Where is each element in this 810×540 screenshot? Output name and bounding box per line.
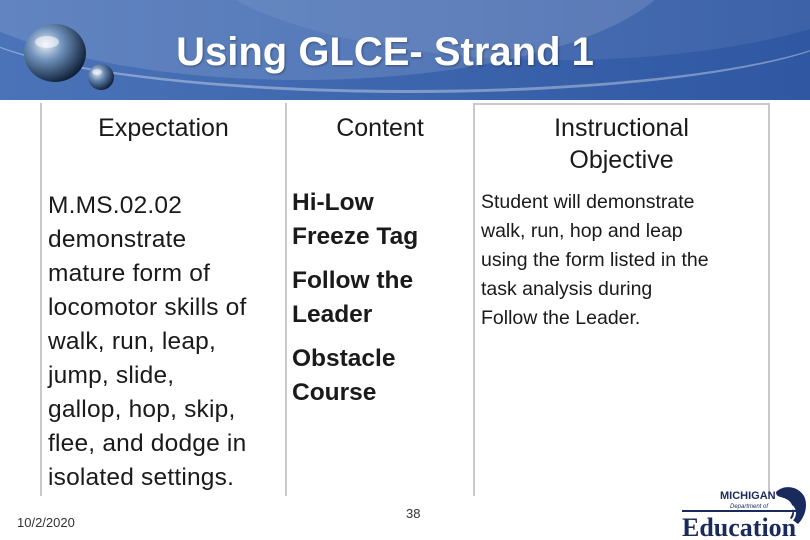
slide-date: 10/2/2020 xyxy=(17,515,75,530)
objective-line: Follow the Leader. xyxy=(481,307,641,329)
content-item xyxy=(292,264,467,332)
content-item-line: Obstacle xyxy=(292,345,396,372)
objective-line: task analysis during xyxy=(481,278,653,300)
header-objective-line: Objective xyxy=(569,146,674,174)
content-item xyxy=(292,186,467,254)
page-number: 38 xyxy=(406,506,421,521)
expectation-cell xyxy=(48,189,280,495)
header-content: Content xyxy=(336,114,424,142)
michigan-education-logo xyxy=(680,484,810,540)
logo-rule xyxy=(682,510,804,512)
globe-icon xyxy=(86,62,116,92)
globe-icon xyxy=(22,22,88,84)
objective-line: using the form listed in the xyxy=(481,249,709,271)
expectation-line: locomotor skills of xyxy=(48,294,247,321)
content-item-line: Freeze Tag xyxy=(292,223,419,250)
logo-department-text: Department of xyxy=(730,504,769,510)
table-border xyxy=(40,103,42,496)
logo-michigan-text: MICHIGAN xyxy=(720,490,776,502)
slide-title: Using GLCE- Strand 1 xyxy=(176,30,594,74)
expectation-line: flee, and dodge in xyxy=(48,430,247,457)
header-expectation: Expectation xyxy=(98,114,229,142)
content-item xyxy=(292,342,467,410)
expectation-line: jump, slide, xyxy=(48,362,175,389)
expectation-line: mature form of xyxy=(48,260,211,287)
expectation-line: walk, run, leap, xyxy=(48,328,216,355)
logo-education-text: Education xyxy=(682,513,797,540)
slide-header xyxy=(0,0,810,100)
content-cell xyxy=(292,186,467,420)
expectation-line: demonstrate xyxy=(48,226,187,253)
content-item-line: Hi-Low xyxy=(292,189,374,216)
expectation-line: isolated settings. xyxy=(48,464,235,491)
header-objective-line: Instructional xyxy=(554,114,689,142)
content-item-line: Leader xyxy=(292,301,373,328)
expectation-line: M.MS.02.02 xyxy=(48,192,183,219)
content-item-line: Course xyxy=(292,379,377,406)
header-instructional-objective xyxy=(475,112,768,176)
objective-line: walk, run, hop and leap xyxy=(481,220,683,242)
objective-cell xyxy=(481,188,771,333)
objective-line: Student will demonstrate xyxy=(481,191,695,213)
table-border xyxy=(473,103,770,105)
content-item-line: Follow the xyxy=(292,267,414,294)
table-border xyxy=(285,103,287,496)
expectation-line: gallop, hop, skip, xyxy=(48,396,236,423)
